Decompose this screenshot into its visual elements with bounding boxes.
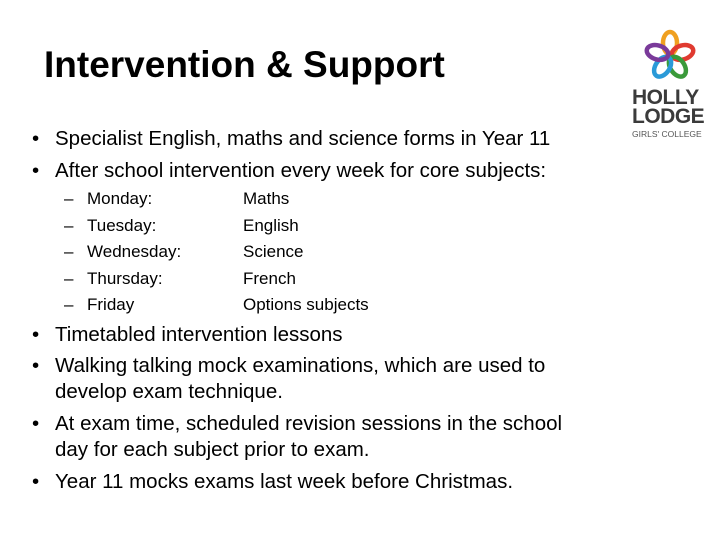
bullet-text: day for each subject prior to exam. bbox=[55, 438, 370, 461]
flower-logo-icon bbox=[628, 26, 712, 86]
logo-text-college: GIRLS' COLLEGE bbox=[632, 129, 702, 139]
bullet-icon: • bbox=[32, 323, 40, 346]
bullet-text: After school intervention every week for core subjects: bbox=[55, 159, 547, 182]
schedule-day: Thursday: bbox=[87, 268, 163, 288]
schedule-day: Tuesday: bbox=[87, 215, 157, 235]
dash-icon: – bbox=[64, 189, 74, 208]
bullet-icon: • bbox=[32, 127, 40, 150]
dash-icon: – bbox=[64, 242, 74, 261]
bullet-text: develop exam technique. bbox=[55, 380, 283, 403]
bullet-text: Year 11 mocks exams last week before Christmas. bbox=[55, 470, 514, 493]
bullet-text: Walking talking mock examinations, which are used to bbox=[55, 354, 546, 377]
bullet-icon: • bbox=[32, 159, 40, 182]
bullet-text: Specialist English, maths and science forms in Year 11 bbox=[55, 127, 551, 150]
schedule-subject: Maths bbox=[243, 189, 290, 208]
schedule-day: Wednesday: bbox=[87, 242, 182, 261]
bullet-icon: • bbox=[32, 354, 40, 377]
bullet-icon: • bbox=[32, 412, 40, 435]
schedule-subject: Science bbox=[243, 242, 304, 261]
schedule-subject: French bbox=[243, 268, 296, 288]
slide-title: Intervention & Support bbox=[44, 44, 445, 85]
bullet-text: Timetabled intervention lessons bbox=[55, 323, 343, 346]
dash-icon: – bbox=[64, 215, 74, 235]
logo-text-lodge: LODGE bbox=[632, 105, 705, 128]
bullet-icon: • bbox=[32, 470, 40, 493]
dash-icon: – bbox=[64, 268, 74, 288]
schedule-subject: English bbox=[243, 215, 299, 235]
logo-text-holly: HOLLY bbox=[632, 86, 699, 109]
bullet-text: At exam time, scheduled revision sessions in the school bbox=[55, 412, 563, 435]
schedule-subject: Options subjects bbox=[243, 295, 369, 314]
schedule-day: Friday bbox=[87, 295, 135, 314]
dash-icon: – bbox=[64, 295, 74, 314]
petal-icon bbox=[645, 43, 670, 63]
schedule-day: Monday: bbox=[87, 189, 153, 208]
holly-lodge-logo bbox=[628, 26, 712, 139]
